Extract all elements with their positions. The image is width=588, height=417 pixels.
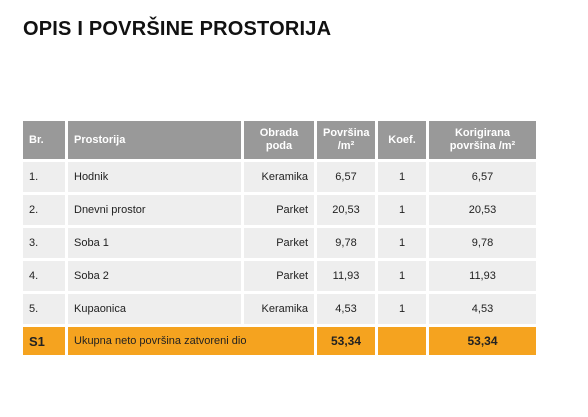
header-povrsina [317,121,378,159]
cell-obrada: Keramika [244,162,317,192]
header-korigirana [429,121,536,159]
page-title: OPIS I POVRŠINE PROSTORIJA [23,18,332,40]
cell-prostorija: Dnevni prostor [68,195,244,225]
cell-koef: 1 [378,228,429,258]
cell-prostorija: Kupaonica [68,294,244,324]
cell-povrsina: 11,93 [317,261,378,291]
cell-povrsina: 4,53 [317,294,378,324]
table-row [23,195,536,225]
cell-povrsina: 20,53 [317,195,378,225]
cell-povrsina: 6,57 [317,162,378,192]
cell-povrsina: 9,78 [317,228,378,258]
header-povrsina-line2: /m² [337,140,355,152]
total-row [23,327,536,355]
cell-br: 4. [23,261,68,291]
table-row [23,228,536,258]
table-row [23,294,536,324]
header-prostorija: Prostorija [68,121,244,159]
total-povrsina: 53,34 [317,327,378,355]
rooms-table [23,118,536,358]
cell-korigirana: 6,57 [429,162,536,192]
header-koef: Koef. [378,121,429,159]
header-obrada [244,121,317,159]
cell-koef: 1 [378,195,429,225]
cell-koef: 1 [378,162,429,192]
header-obrada-line2: poda [265,140,293,152]
cell-prostorija: Hodnik [68,162,244,192]
cell-prostorija: Soba 2 [68,261,244,291]
cell-br: 1. [23,162,68,192]
cell-korigirana: 11,93 [429,261,536,291]
header-obrada-line1: Obrada [259,127,299,139]
total-korigirana: 53,34 [429,327,536,355]
cell-korigirana: 20,53 [429,195,536,225]
total-br: S1 [23,327,68,355]
cell-prostorija: Soba 1 [68,228,244,258]
cell-obrada: Keramika [244,294,317,324]
cell-br: 2. [23,195,68,225]
cell-korigirana: 9,78 [429,228,536,258]
cell-br: 3. [23,228,68,258]
header-br: Br. [23,121,68,159]
table-row [23,162,536,192]
total-label: Ukupna neto površina zatvoreni dio [68,327,317,355]
cell-korigirana: 4,53 [429,294,536,324]
cell-br: 5. [23,294,68,324]
cell-koef: 1 [378,261,429,291]
header-korigirana-line1: Korigirana [454,127,510,139]
total-koef-empty [378,327,429,355]
header-korigirana-line2: površina /m² [449,140,516,152]
table-header-row [23,121,536,159]
header-povrsina-line1: Površina [323,127,370,139]
cell-koef: 1 [378,294,429,324]
cell-obrada: Parket [244,228,317,258]
table-row [23,261,536,291]
cell-obrada: Parket [244,195,317,225]
cell-obrada: Parket [244,261,317,291]
